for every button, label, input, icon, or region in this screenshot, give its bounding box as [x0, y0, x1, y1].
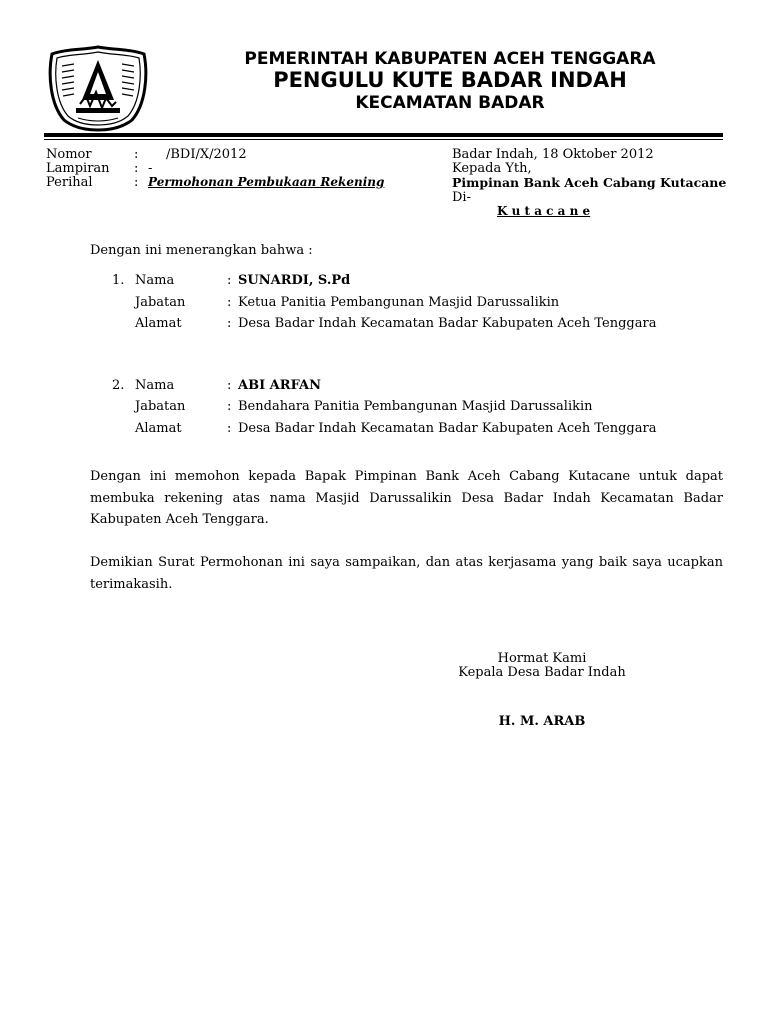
- intro-text: Dengan ini menerangkan bahwa :: [90, 243, 313, 258]
- body-paragraph-1: [90, 466, 723, 531]
- lampiran-label: Lampiran: [46, 161, 110, 176]
- person1-number: 1.: [112, 273, 125, 288]
- body-paragraph-1-text: Dengan ini memohon kepada Bapak Pimpinan Bank Aceh Cabang Kutacane untuk dapat membuka rekening atas nama Masjid Darussalikin Desa Badar Indah Kecamatan Badar Kabupaten Aceh Tenggara.: [90, 469, 723, 527]
- header-divider-thick: [44, 133, 723, 137]
- signature-closing: Hormat Kami: [497, 651, 587, 666]
- perihal-value: Permohonan Pembukaan Rekening: [148, 175, 385, 189]
- person1-alamat: Desa Badar Indah Kecamatan Badar Kabupaten Aceh Tenggara: [238, 316, 657, 331]
- lampiran-colon: :: [134, 161, 139, 176]
- header-divider-thin: [44, 139, 723, 140]
- letterhead-line3: KECAMATAN BADAR: [355, 93, 545, 113]
- perihal-label: Perihal: [46, 175, 93, 190]
- person2-jabatan: Bendahara Panitia Pembangunan Masjid Darussalikin: [238, 399, 593, 414]
- person1-nama-colon: :: [227, 273, 232, 288]
- letterhead-line2: PENGULU KUTE BADAR INDAH: [273, 68, 627, 92]
- person2-alamat-label: Alamat: [135, 421, 182, 436]
- lampiran-value: -: [148, 161, 153, 176]
- nomor-label: Nomor: [46, 147, 92, 162]
- person2-nama-label: Nama: [135, 378, 175, 393]
- person1-nama: SUNARDI, S.Pd: [238, 273, 351, 288]
- person2-jabatan-colon: :: [227, 399, 232, 414]
- person2-nama: ABI ARFAN: [238, 378, 322, 393]
- kepada-yth: Kepada Yth,: [452, 161, 532, 176]
- person2-nama-colon: :: [227, 378, 232, 393]
- letterhead-line1: PEMERINTAH KABUPATEN ACEH TENGGARA: [244, 49, 656, 69]
- person2-number: 2.: [112, 378, 125, 393]
- letter-date: Badar Indah, 18 Oktober 2012: [452, 147, 654, 162]
- recipient-name: Pimpinan Bank Aceh Cabang Kutacane: [452, 175, 727, 190]
- nomor-value: /BDI/X/2012: [166, 147, 247, 162]
- person1-alamat-colon: :: [227, 316, 232, 331]
- signature-title: Kepala Desa Badar Indah: [458, 665, 626, 680]
- person1-jabatan: Ketua Panitia Pembangunan Masjid Darussalikin: [238, 295, 560, 310]
- nomor-colon: :: [134, 147, 139, 162]
- regency-emblem-icon: [44, 44, 152, 132]
- person1-jabatan-colon: :: [227, 295, 232, 310]
- signature-name: H. M. ARAB: [498, 714, 586, 729]
- person2-jabatan-label: Jabatan: [135, 399, 186, 414]
- person1-nama-label: Nama: [135, 273, 175, 288]
- body-paragraph-2: [90, 552, 723, 595]
- recipient-di: Di-: [452, 190, 471, 205]
- person2-alamat: Desa Badar Indah Kecamatan Badar Kabupaten Aceh Tenggara: [238, 421, 657, 436]
- person2-alamat-colon: :: [227, 421, 232, 436]
- body-paragraph-2-text: Demikian Surat Permohonan ini saya sampaikan, dan atas kerjasama yang baik saya ucapkan terimakasih.: [90, 555, 723, 592]
- person1-alamat-label: Alamat: [135, 316, 182, 331]
- perihal-colon: :: [134, 175, 139, 190]
- person1-jabatan-label: Jabatan: [135, 295, 186, 310]
- recipient-city: K u t a c a n e: [497, 204, 591, 218]
